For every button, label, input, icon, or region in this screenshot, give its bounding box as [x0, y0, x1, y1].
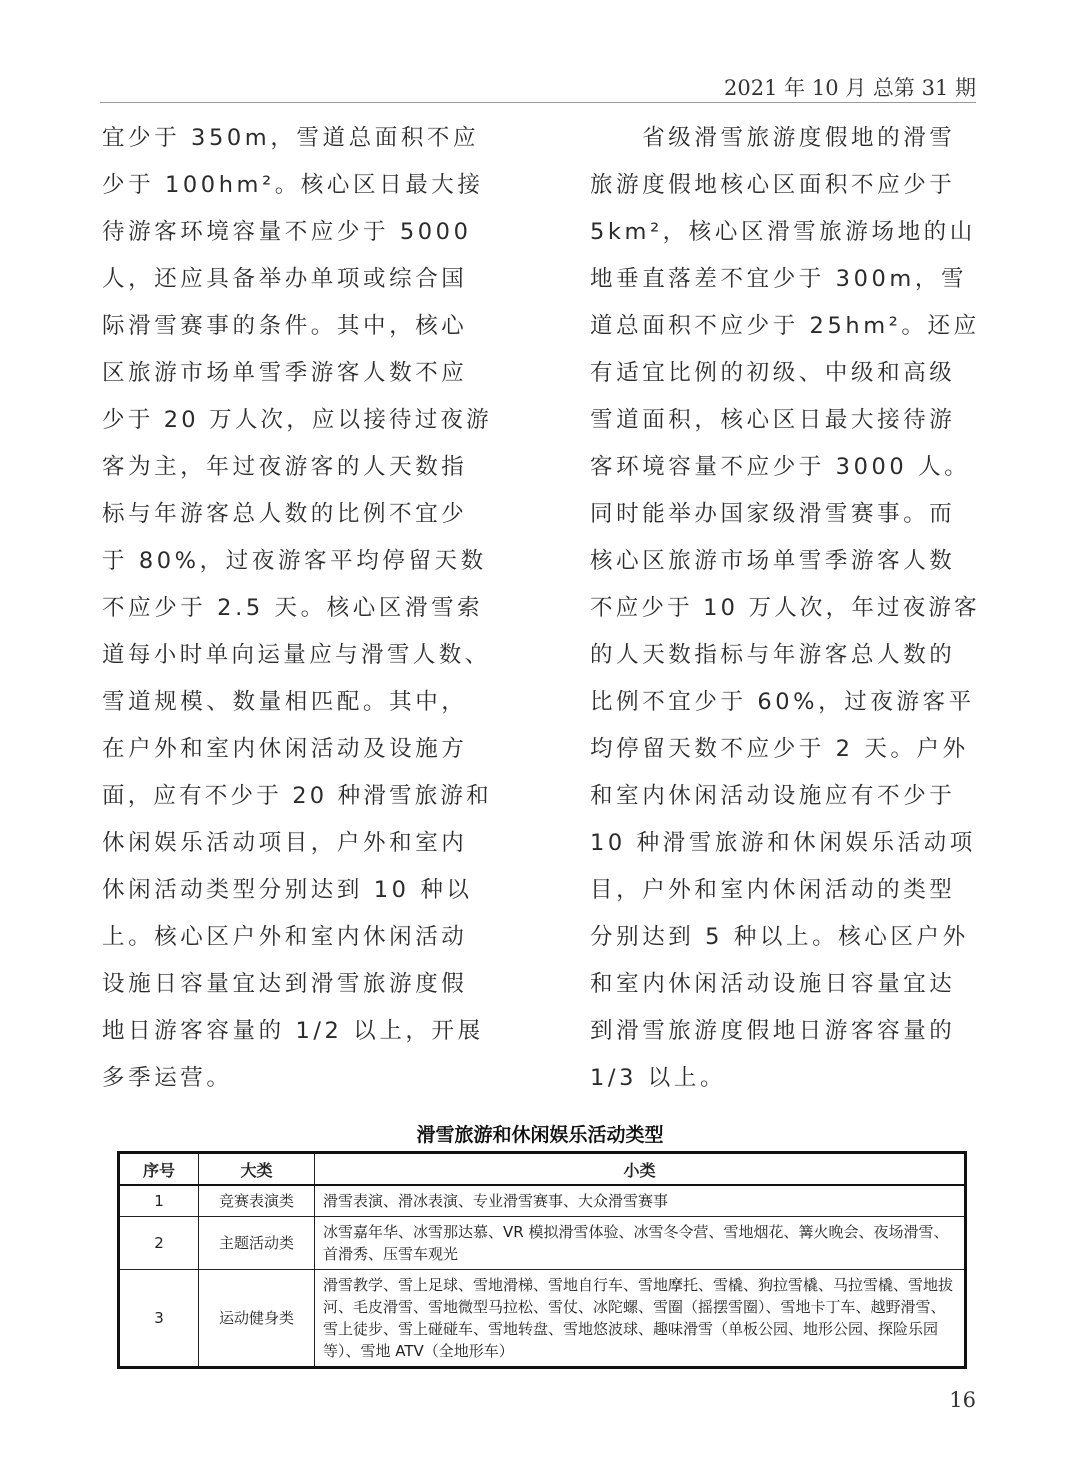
text-line: 宜少于 350m，雪道总面积不应: [102, 125, 480, 151]
text-line: 少于 20 万人次，应以接待过夜游: [102, 407, 492, 433]
text-line: 面，应有不少于 20 种滑雪旅游和: [102, 783, 492, 809]
page-number: 16: [949, 1388, 976, 1412]
row-number: 2: [119, 1217, 199, 1270]
text-line: 5km²，核心区滑雪旅游场地的山: [590, 219, 976, 245]
text-line: 少于 100hm²。核心区日最大接: [102, 172, 484, 198]
text-line: 于 80%，过夜游客平均停留天数: [102, 548, 487, 574]
text-line: 上。核心区户外和室内休闲活动: [102, 924, 468, 950]
table-row: [119, 1270, 966, 1368]
text-line: 10 种滑雪旅游和休闲娱乐活动项: [590, 830, 976, 856]
text-line: 多季运营。: [102, 1065, 233, 1091]
table-row: [119, 1185, 966, 1217]
text-line: 休闲活动类型分别达到 10 种以: [102, 877, 473, 903]
left-text-column: [102, 115, 490, 1102]
text-line: 设施日容量宜达到滑雪旅游度假: [102, 971, 468, 997]
text-line: 目，户外和室内休闲活动的类型: [590, 877, 956, 903]
header-subcategory: 小类: [315, 1153, 966, 1186]
text-line: 雪道规模、数量相匹配。其中，: [102, 689, 468, 715]
row-category: 竞赛表演类: [199, 1185, 315, 1217]
text-line: 在户外和室内休闲活动及设施方: [102, 736, 468, 762]
header-number: 序号: [119, 1153, 199, 1186]
text-line: 雪道面积，核心区日最大接待游: [590, 407, 956, 433]
text-line: 同时能举办国家级滑雪赛事。而: [590, 501, 956, 527]
text-line: 到滑雪旅游度假地日游客容量的: [590, 1018, 956, 1044]
text-line: 地日游客容量的 1/2 以上，开展: [102, 1018, 484, 1044]
table-header-row: [119, 1153, 966, 1186]
text-line: 不应少于 2.5 天。核心区滑雪索: [102, 595, 484, 621]
text-line: 道每小时单向运量应与滑雪人数、: [102, 642, 491, 668]
text-line: 有适宜比例的初级、中级和高级: [590, 360, 956, 386]
text-line: 1/3 以上。: [590, 1065, 727, 1091]
row-number: 3: [119, 1270, 199, 1368]
row-category: 运动健身类: [199, 1270, 315, 1368]
table-row: [119, 1217, 966, 1270]
text-line: 待游客环境容量不应少于 5000: [102, 219, 472, 245]
header-divider: [100, 102, 976, 103]
text-line: 和室内休闲活动设施日容量宜达: [590, 971, 956, 997]
text-line: 省级滑雪旅游度假地的滑雪: [590, 125, 956, 151]
row-items: 滑雪表演、滑冰表演、专业滑雪赛事、大众滑雪赛事: [315, 1185, 966, 1217]
activity-types-table: [117, 1151, 967, 1369]
row-items: 滑雪教学、雪上足球、雪地滑梯、雪地自行车、雪地摩托、雪橇、狗拉雪橇、马拉雪橇、雪地拔河、毛皮滑雪、雪地微型马拉松、雪仗、冰陀螺、雪圈（摇摆雪圈）、雪地卡丁车、越野滑雪、雪上徒步、雪上碰碰车、雪地转盘、雪地悠波球、趣味滑雪（单板公园、地形公园、探险乐园等）、雪地 ATV（全地形车）: [315, 1270, 966, 1368]
text-line: 区旅游市场单雪季游客人数不应: [102, 360, 468, 386]
text-line: 分别达到 5 种以上。核心区户外: [590, 924, 969, 950]
page-header: 2021 年 10 月 总第 31 期: [724, 76, 976, 100]
text-line: 均停留天数不应少于 2 天。户外: [590, 736, 969, 762]
row-number: 1: [119, 1185, 199, 1217]
text-line: 客为主，年过夜游客的人天数指: [102, 454, 468, 480]
row-items: 冰雪嘉年华、冰雪那达慕、VR 模拟滑雪体验、冰雪冬令营、雪地烟花、篝火晚会、夜场滑雪、首滑秀、压雪车观光: [315, 1217, 966, 1270]
header-category: 大类: [199, 1153, 315, 1186]
text-line: 休闲娱乐活动项目，户外和室内: [102, 830, 468, 856]
text-line: 道总面积不应少于 25hm²。还应: [590, 313, 980, 339]
text-line: 际滑雪赛事的条件。其中，核心: [102, 313, 468, 339]
text-line: 和室内休闲活动设施应有不少于: [590, 783, 956, 809]
text-line: 旅游度假地核心区面积不应少于: [590, 172, 956, 198]
right-text-column: [590, 115, 978, 1102]
text-line: 客环境容量不应少于 3000 人。: [590, 454, 971, 480]
text-line: 核心区旅游市场单雪季游客人数: [590, 548, 956, 574]
text-line: 标与年游客总人数的比例不宜少: [102, 501, 468, 527]
text-line: 地垂直落差不宜少于 300m，雪: [590, 266, 968, 292]
table-title: 滑雪旅游和休闲娱乐活动类型: [416, 1124, 664, 1146]
text-line: 的人天数指标与年游客总人数的: [590, 642, 956, 668]
text-line: 比例不宜少于 60%，过夜游客平: [590, 689, 975, 715]
text-line: 不应少于 10 万人次，年过夜游客: [590, 595, 980, 621]
row-category: 主题活动类: [199, 1217, 315, 1270]
text-line: 人，还应具备举办单项或综合国: [102, 266, 468, 292]
